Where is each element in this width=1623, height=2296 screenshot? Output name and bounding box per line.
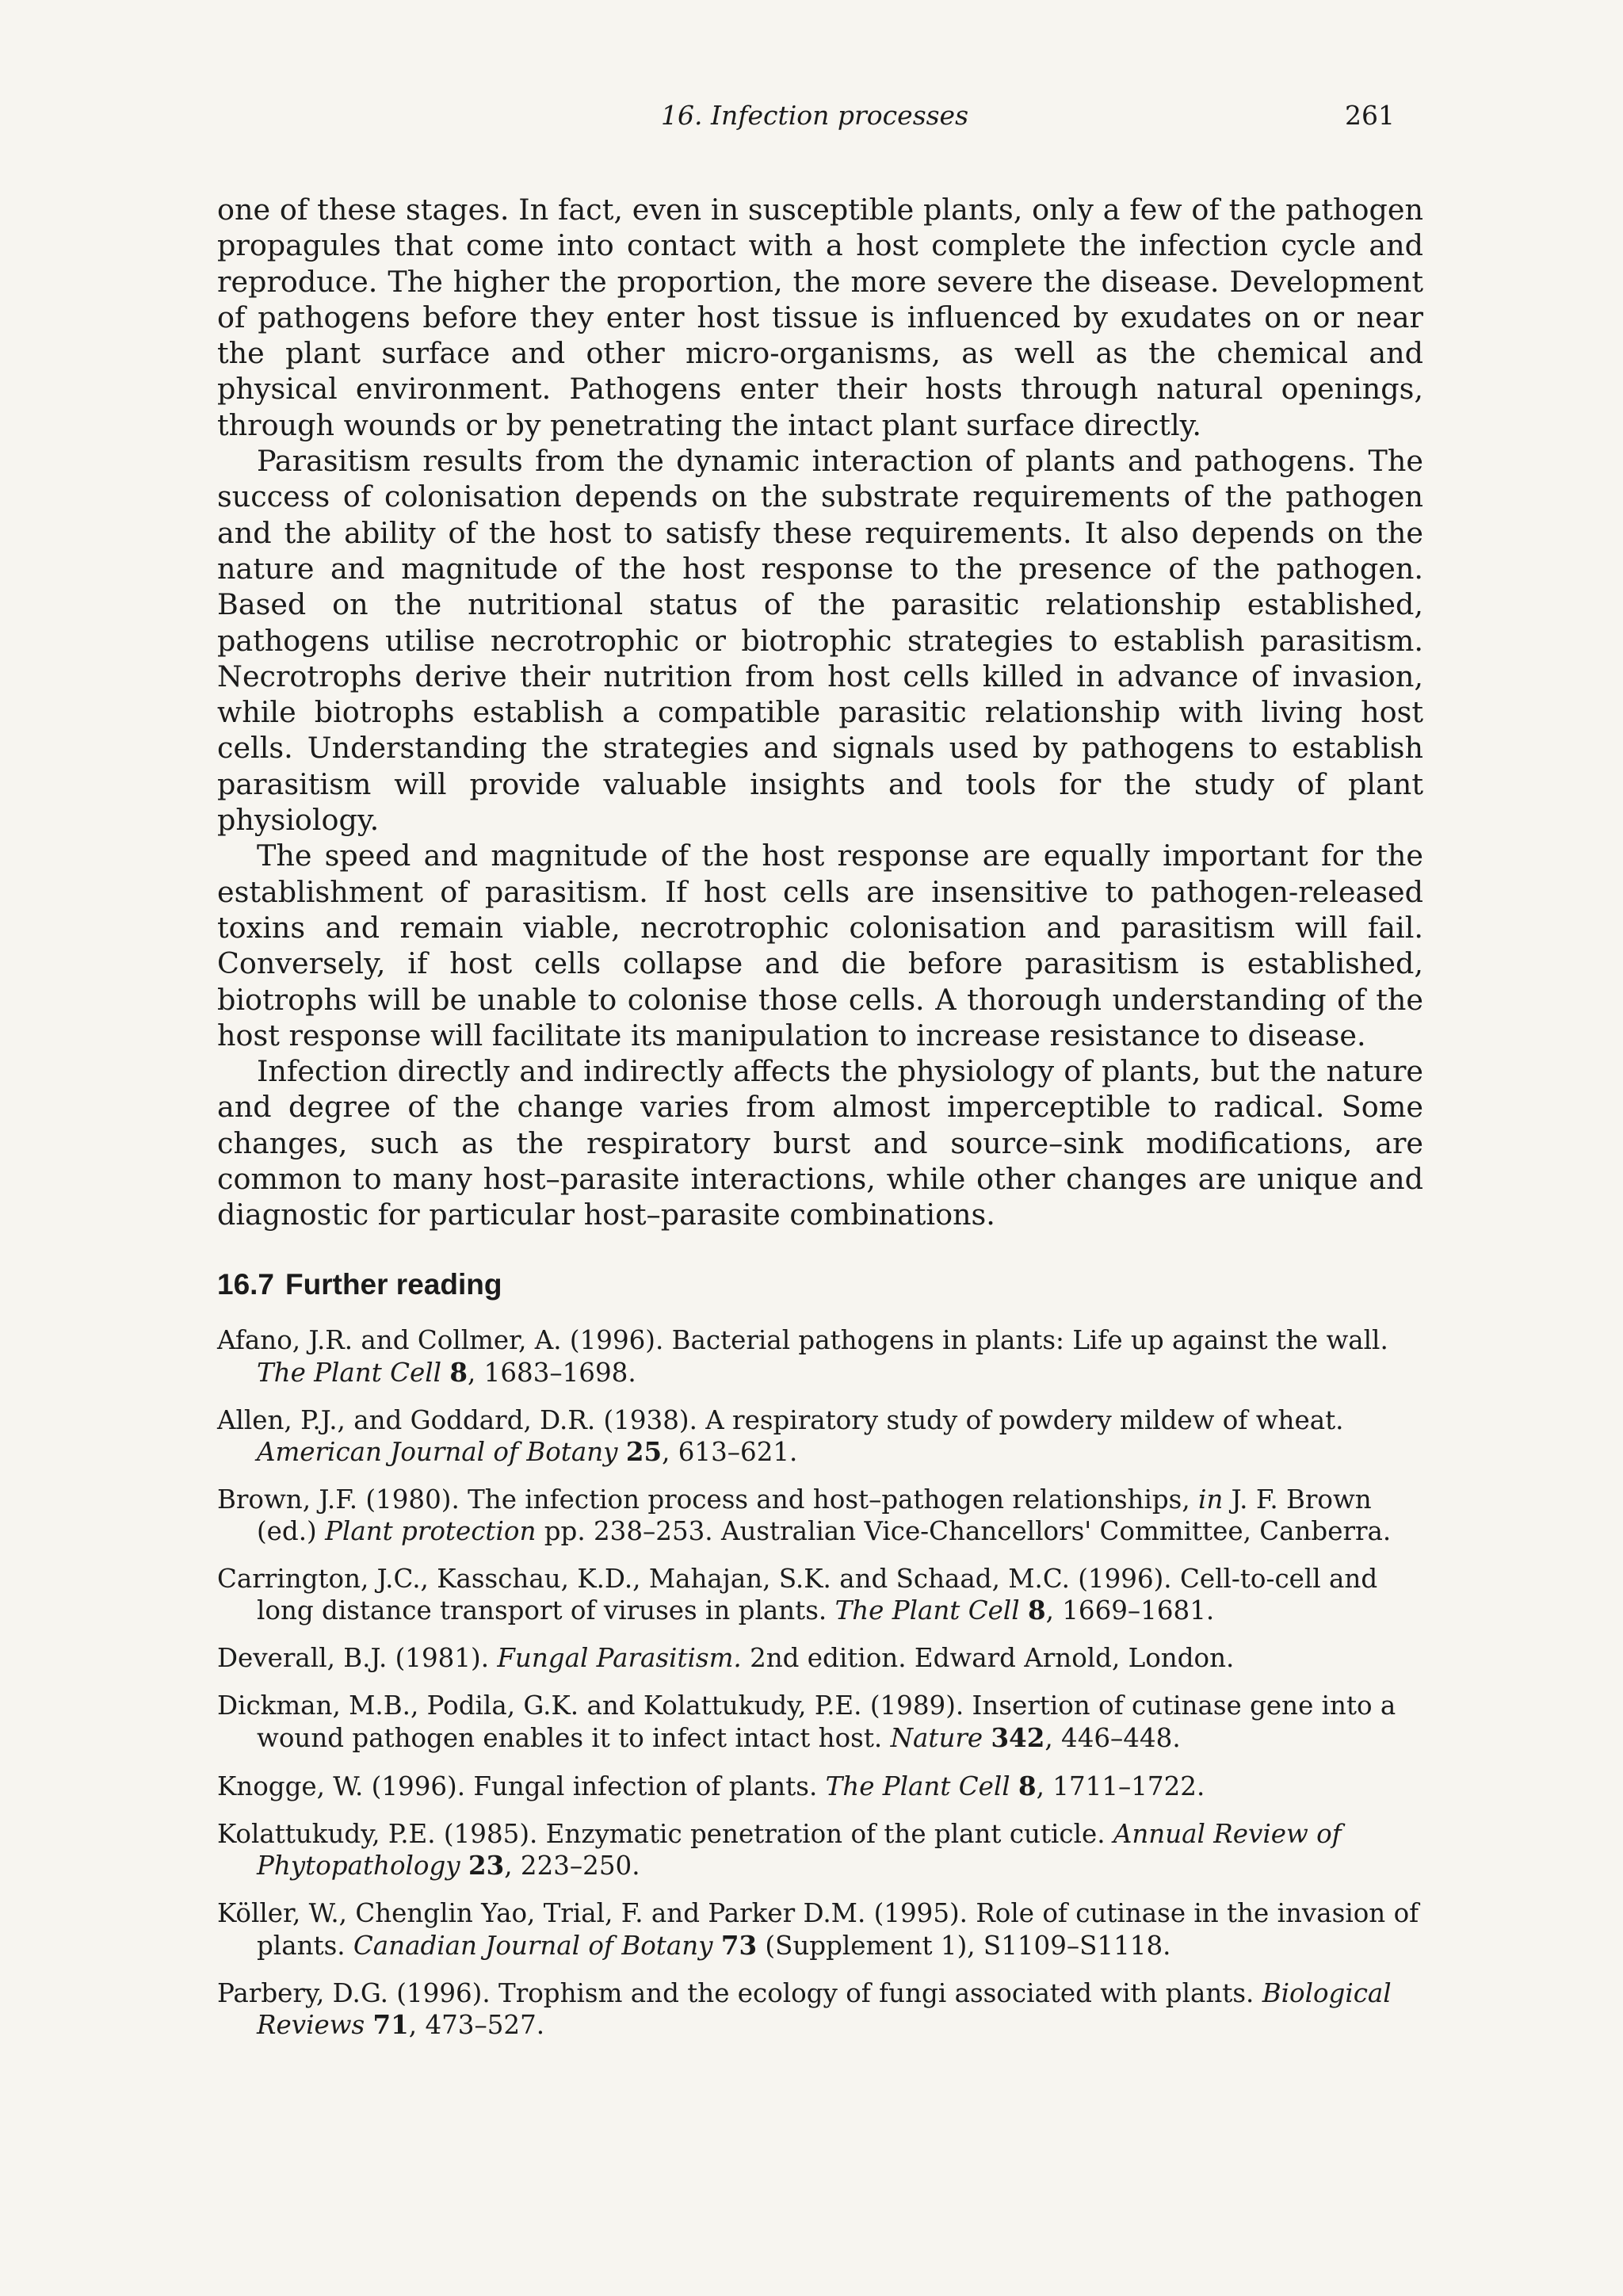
reference-text: Deverall, B.J. (1981). xyxy=(217,1643,498,1673)
reference-item xyxy=(217,1690,1423,1754)
reference-volume: 8 xyxy=(1018,1770,1037,1801)
section-heading xyxy=(217,1268,1423,1301)
reference-editor: J. F. Brown (ed.) xyxy=(257,1484,1372,1546)
reference-item xyxy=(217,1643,1423,1675)
reference-item xyxy=(217,1484,1423,1547)
reference-pages: , 1669–1681. xyxy=(1045,1595,1215,1626)
body-text xyxy=(217,192,1423,1233)
reference-list xyxy=(217,1325,1423,2057)
reference-item xyxy=(217,1978,1423,2042)
reference-volume: 8 xyxy=(449,1356,468,1388)
reference-text: Allen, P.J., and Goddard, D.R. (1938). A respiratory study of powdery mildew of wheat. xyxy=(217,1404,1344,1435)
reference-in: in xyxy=(1198,1484,1224,1515)
reference-text: Knogge, W. (1996). Fungal infection of plants. xyxy=(217,1771,826,1801)
section-title: Further reading xyxy=(285,1268,502,1301)
reference-item xyxy=(217,1405,1423,1469)
reference-journal: Canadian Journal of Botany xyxy=(353,1930,713,1961)
reference-pages: , 1683–1698. xyxy=(468,1357,636,1388)
reference-item xyxy=(217,1819,1423,1882)
reference-text: Brown, J.F. (1980). The infection process and host–pathogen relationships, xyxy=(217,1484,1198,1515)
reference-journal: Nature xyxy=(890,1722,983,1753)
reference-journal: The Plant Cell xyxy=(834,1595,1020,1626)
paragraph: Infection directly and indirectly affects the physiology of plants, but the nature and degree of the change varies from almost imperceptible to radical. Some changes, such as the respiratory burst and source–sink modifications, are common to many host–parasite interactions, while other changes are unique and diagnostic for particular host–parasite combinations. xyxy=(217,1054,1423,1232)
reference-pages: , 613–621. xyxy=(662,1437,798,1467)
reference-text: Afano, J.R. and Collmer, A. (1996). Bacterial pathogens in plants: Life up against the wall. xyxy=(217,1325,1388,1355)
reference-text: Parbery, D.G. (1996). Trophism and the ecology of fungi associated with plants. xyxy=(217,1977,1262,2008)
reference-item xyxy=(217,1325,1423,1389)
reference-pages: , 446–448. xyxy=(1044,1722,1181,1753)
reference-book: Fungal Parasitism. xyxy=(497,1643,742,1673)
running-header xyxy=(217,100,1423,139)
reference-volume: 8 xyxy=(1027,1595,1046,1626)
reference-pages: , 473–527. xyxy=(408,2010,545,2040)
reference-item xyxy=(217,1898,1423,1962)
reference-pages: , 1711–1722. xyxy=(1036,1771,1205,1801)
reference-pages: , 223–250. xyxy=(504,1851,640,1881)
section-number: 16.7 xyxy=(217,1268,275,1301)
reference-pages: 2nd edition. Edward Arnold, London. xyxy=(741,1643,1235,1673)
reference-text: Dickman, M.B., Podila, G.K. and Kolattukudy, P.E. (1989). Insertion of cutinase gene into a wound pathogen enables it to infect intact host. xyxy=(217,1690,1396,1753)
reference-item xyxy=(217,1771,1423,1803)
reference-volume: 71 xyxy=(372,2009,409,2040)
reference-text: Carrington, J.C., Kasschau, K.D., Mahajan, S.K. and Schaad, M.C. (1996). Cell-to-cell and long distance transport of viruses in plants. xyxy=(217,1563,1378,1626)
reference-journal: Annual Review of Phytopathology xyxy=(257,1818,1342,1881)
reference-volume: 73 xyxy=(720,1929,758,1961)
reference-pages: (Supplement 1), S1109–S1118. xyxy=(757,1930,1171,1961)
reference-volume: 23 xyxy=(468,1850,505,1881)
reference-journal: Biological Reviews xyxy=(257,1977,1392,2040)
reference-journal: American Journal of Botany xyxy=(257,1437,618,1467)
reference-volume: 25 xyxy=(625,1436,663,1467)
reference-book: Plant protection xyxy=(325,1515,537,1546)
paragraph: The speed and magnitude of the host response are equally important for the establishment of parasitism. If host cells are insensitive to pathogen-released toxins and remain viable, necrotrophic colonisation and parasitism will fail. Conversely, if host cells collapse and die before parasitism is established, biotrophs will be unable to colonise those cells. A thorough understanding of the host response will facilitate its manipulation to increase resistance to disease. xyxy=(217,839,1423,1052)
paragraph: Parasitism results from the dynamic interaction of plants and pathogens. The success of colonisation depends on the substrate requirements of the pathogen and the ability of the host to satisfy these requirements. It also depends on the nature and magnitude of the host response to the presence of the pathogen. Based on the nutritional status of the parasitic relationship established, pathogens utilise necrotrophic or biotrophic strategies to establish parasitism. Necrotrophs derive their nutrition from host cells killed in advance of invasion, while biotrophs establish a compatible parasitic relationship with living host cells. Understanding the strategies and signals used by pathogens to establish parasitism will provide valuable insights and tools for the study of plant physiology. xyxy=(217,444,1423,838)
page-number: 261 xyxy=(1345,100,1395,131)
reference-journal: The Plant Cell xyxy=(257,1357,442,1388)
reference-pages: pp. 238–253. Australian Vice-Chancellors' Committee, Canberra. xyxy=(536,1515,1392,1546)
running-title: 16. Infection processes xyxy=(661,100,969,131)
reference-volume: 342 xyxy=(991,1721,1045,1753)
paragraph: one of these stages. In fact, even in susceptible plants, only a few of the pathogen propagules that come into contact with a host complete the infection cycle and reproduce. The higher the proportion, the more severe the disease. Development of pathogens before they enter host tissue is influenced by exudates on or near the plant surface and other micro-organisms, as well as the chemical and physical environment. Pathogens enter their hosts through natural openings, through wounds or by penetrating the intact plant surface directly. xyxy=(217,193,1423,442)
reference-text: Kolattukudy, P.E. (1985). Enzymatic penetration of the plant cuticle. xyxy=(217,1818,1113,1849)
reference-text: Köller, W., Chenglin Yao, Trial, F. and Parker D.M. (1995). Role of cutinase in the invasion of plants. xyxy=(217,1898,1419,1961)
reference-journal: The Plant Cell xyxy=(825,1771,1010,1801)
reference-item xyxy=(217,1564,1423,1627)
